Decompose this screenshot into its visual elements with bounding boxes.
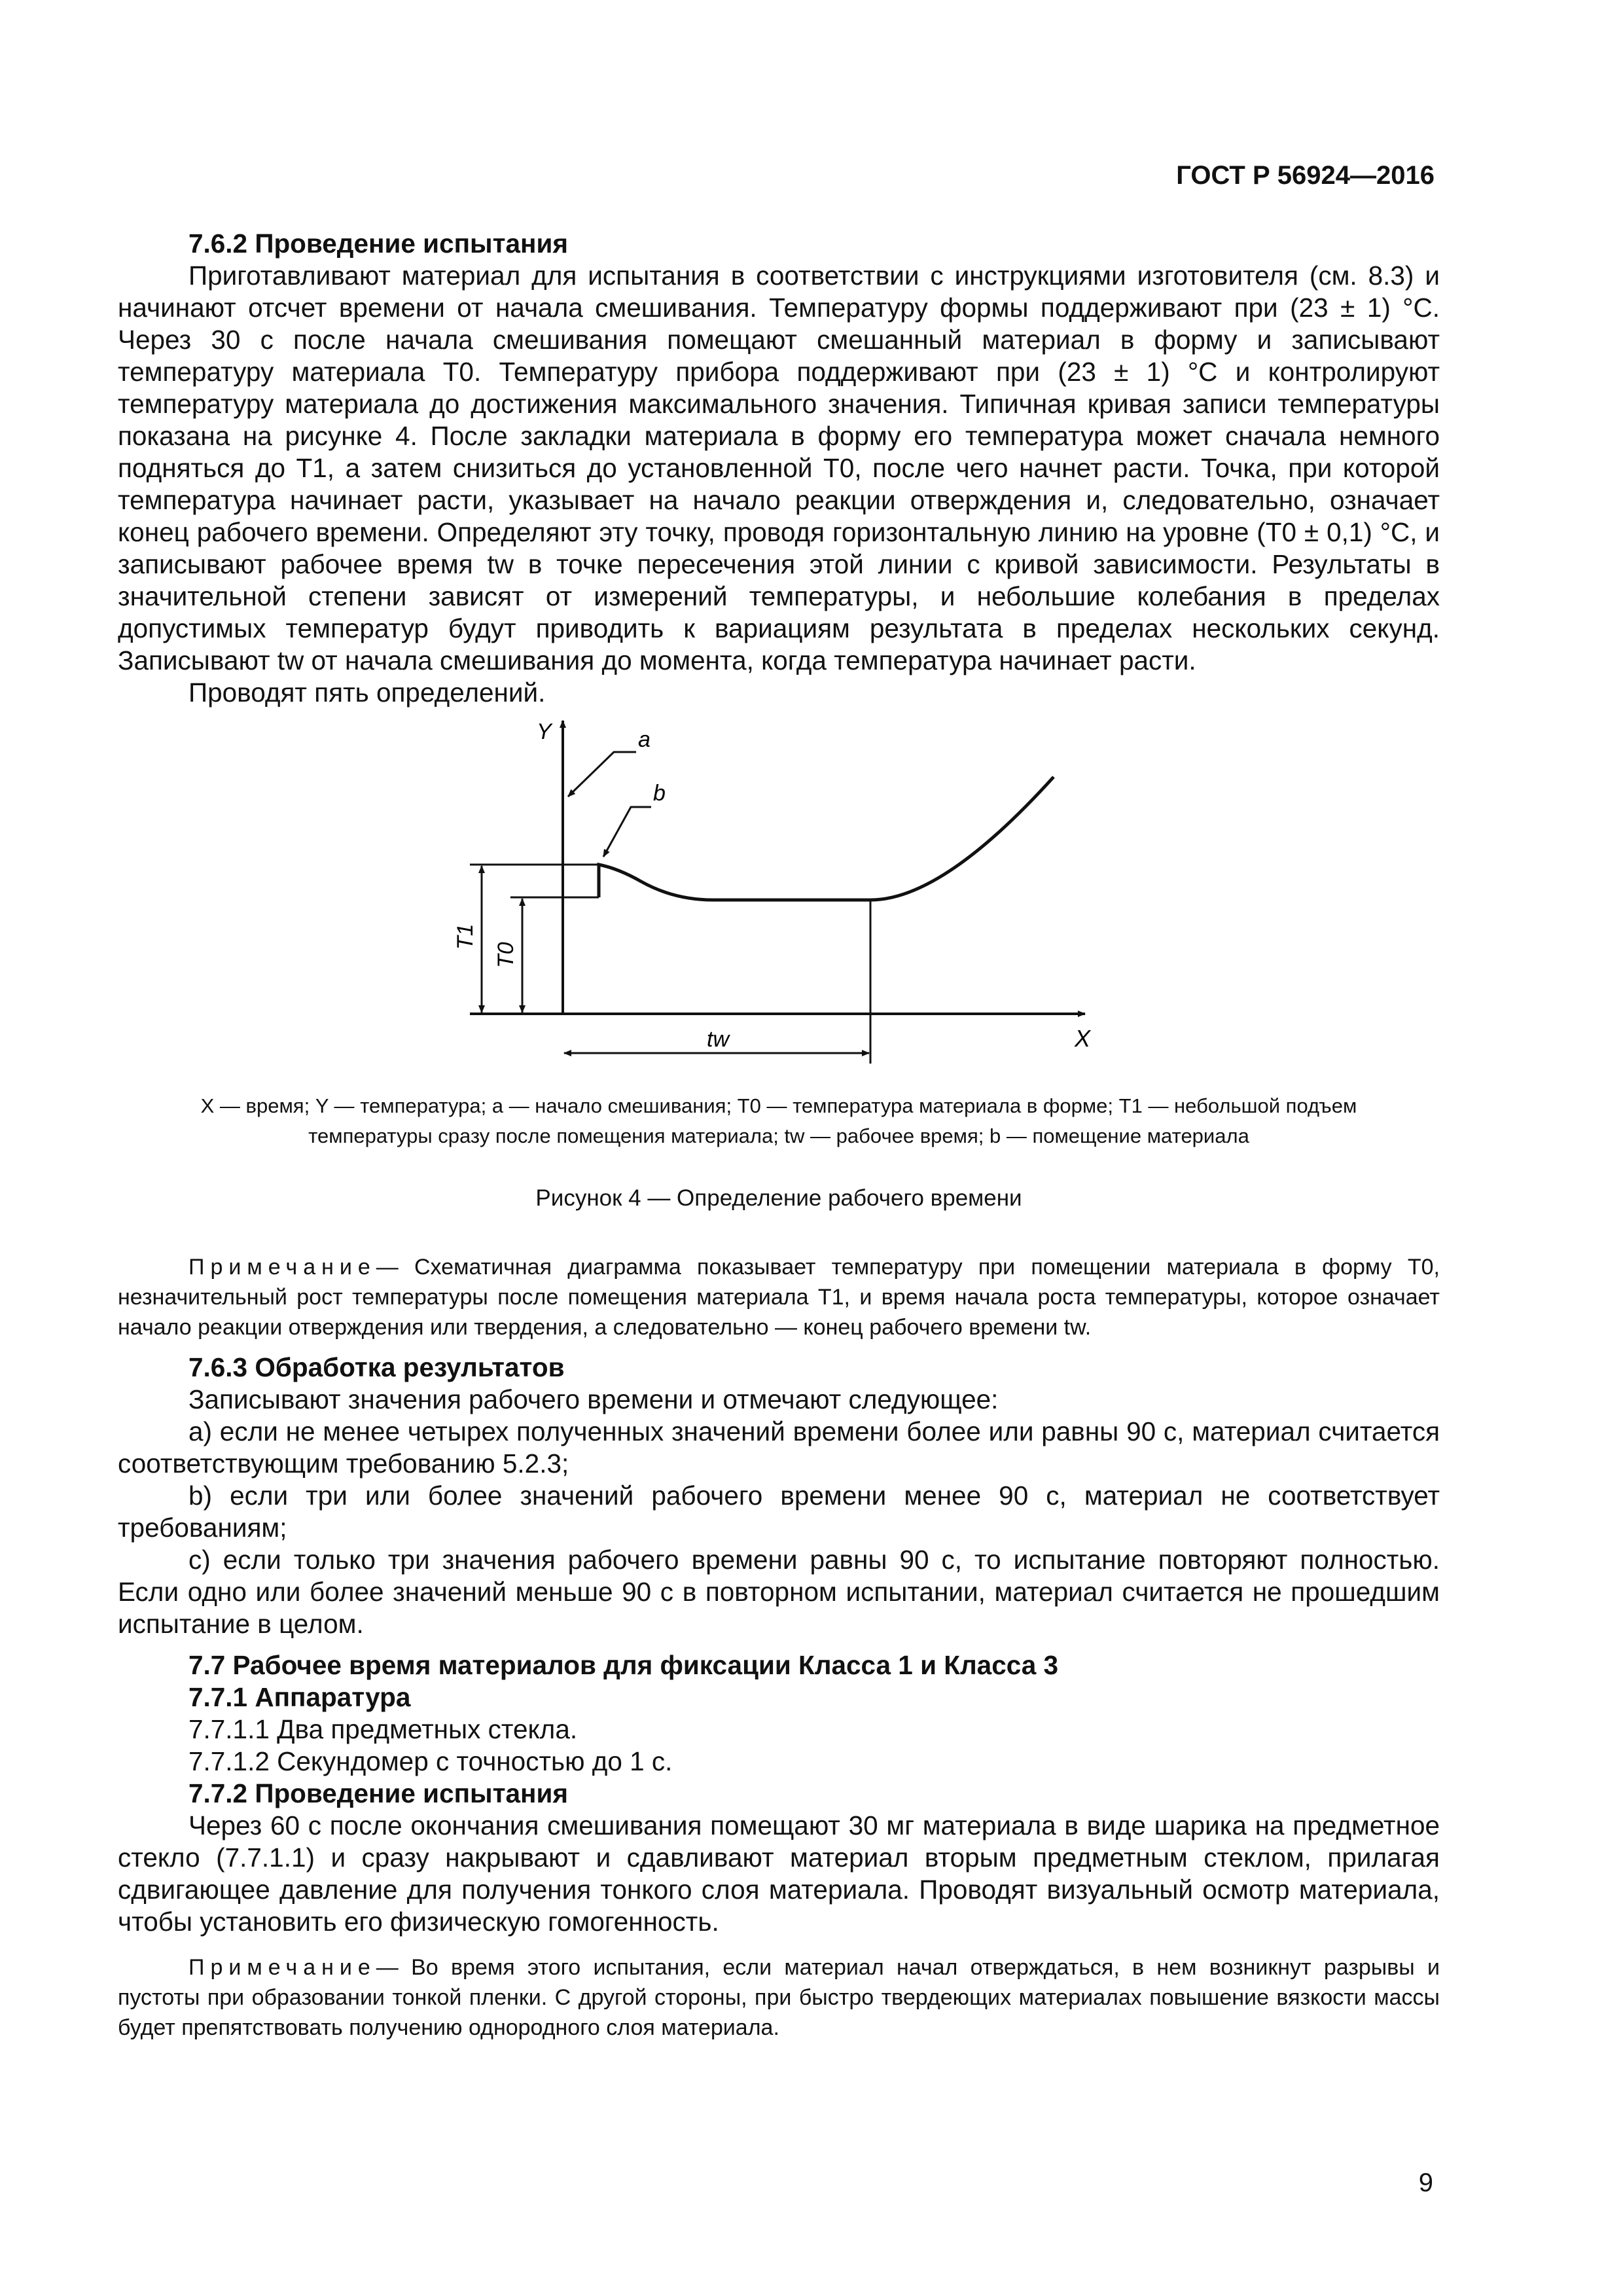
note-2-label: Примечание xyxy=(188,1955,376,1980)
paragraph-five-determinations: Проводят пять определений. xyxy=(188,677,546,708)
page-number: 9 xyxy=(1418,2168,1433,2197)
figure-4-working-time-diagram xyxy=(118,719,1440,1086)
temperature-curve-diagram xyxy=(118,719,1440,1086)
section-heading-7-6-2: 7.6.2 Проведение испытания xyxy=(188,228,568,259)
label-b: b xyxy=(653,781,666,806)
results-intro: Записывают значения рабочего времени и отмечают следующее: xyxy=(188,1384,999,1414)
note-2-text: — Во время этого испытания, если материал начал отверждаться, в нем возникнут разрывы и пустоты при образовании тонкой пленки. С другой стороны, при быстро твердеющих материалах повышение вязкости массы будет препятствовать получению однородного слоя материала. xyxy=(118,1955,1440,2040)
label-a: a xyxy=(638,727,651,752)
section-heading-7-6-3: 7.6.3 Обработка результатов xyxy=(188,1352,565,1382)
apparatus-item-2: 7.7.1.2 Секундомер с точностью до 1 с. xyxy=(188,1746,673,1776)
label-t1: T1 xyxy=(453,924,478,950)
label-tw: tw xyxy=(707,1027,729,1052)
note-1-label: Примечание xyxy=(188,1255,376,1280)
label-t0: T0 xyxy=(493,942,518,968)
section-heading-7-7: 7.7 Рабочее время материалов для фиксации Класса 1 и Класса 3 xyxy=(188,1650,1059,1680)
leader-b xyxy=(603,807,651,857)
result-item-c: с) если только три значения рабочего времени равны 90 с, то испытание повторяют полностью. Если одно или более значений меньше 90 с в повторном испытании, материал считается не прошедшим испытание в целом. xyxy=(118,1545,1440,1639)
note-2 xyxy=(118,1952,1440,2043)
result-item-b: b) если три или более значений рабочего времени менее 90 с, материал не соответствует требованиям; xyxy=(118,1480,1440,1543)
x-axis-label: X xyxy=(1075,1025,1091,1052)
section-heading-7-7-1: 7.7.1 Аппаратура xyxy=(188,1682,411,1712)
figure-legend: X — время; Y — температура; a — начало смешивания; T0 — температура материала в форме; T1 — небольшой подъем температуры сразу после помещения материала; tw — рабочее время; b — помещение материала xyxy=(200,1094,1357,1147)
result-item-a: а) если не менее четырех полученных значений времени более или равны 90 с, материал считается соответствующим требованию 5.2.3; xyxy=(118,1416,1440,1479)
temperature-curve xyxy=(599,777,1054,900)
paragraph-test-procedure: Приготавливают материал для испытания в соответствии с инструкциями изготовителя (см. 8.3) и начинают отсчет времени от начала смешивания. Температуру формы поддерживают при (23 ± 1) °C. Через 30 с после начала смешивания помещают смешанный материал в форму и записывают температуру материала T0. Температуру прибора поддерживают при (23 ± 1) °C и контролируют температуру материала до достижения максимального значения. Типичная кривая записи температуры показана на рисунке 4. После закладки материала в форму его температура может сначала немного подняться до T1, а затем снизиться до установленной T0, после чего начнет расти. Точка, при которой температура начинает расти, указывает на начало реакции отверждения и, следовательно, означает конец рабочего времени. Определяют эту точку, проводя горизонтальную линию на уровне (T0 ± 0,1) °C, и записывают рабочее время tw в точке пересечения этой линии с кривой зависимости. Результаты в значительной степени зависят от измерений температуры, и небольшие колебания в пределах допустимых температур будут приводить к вариациям результата в пределах нескольких секунд. Записывают tw от начала смешивания до момента, когда температура начинает расти. xyxy=(118,260,1440,675)
page-content xyxy=(118,228,1440,2043)
leader-a xyxy=(568,752,636,797)
y-axis-label: Y xyxy=(537,719,552,744)
apparatus-item-1: 7.7.1.1 Два предметных стекла. xyxy=(188,1714,578,1744)
note-1-text: — Схематичная диаграмма показывает температуру при помещении материала в форму T0, незначительный рост температуры после помещения материала T1, и время начала роста температуры, которое означает начало реакции отверждения или твердения, а следовательно — конец рабочего времени tw. xyxy=(118,1255,1440,1340)
paragraph-glass-test: Через 60 с после окончания смешивания помещают 30 мг материала в виде шарика на предметное стекло (7.7.1.1) и сразу накрывают и сдавливают материал вторым предметным стеклом, прилагая сдвигающее давление для получения тонкого слоя материала. Проводят визуальный осмотр материала, чтобы установить его физическую гомогенность. xyxy=(118,1810,1440,1937)
section-heading-7-7-2: 7.7.2 Проведение испытания xyxy=(188,1778,568,1808)
figure-caption: Рисунок 4 — Определение рабочего времени xyxy=(535,1185,1022,1211)
note-1 xyxy=(118,1252,1440,1342)
document-header: ГОСТ Р 56924—2016 xyxy=(1176,161,1435,190)
